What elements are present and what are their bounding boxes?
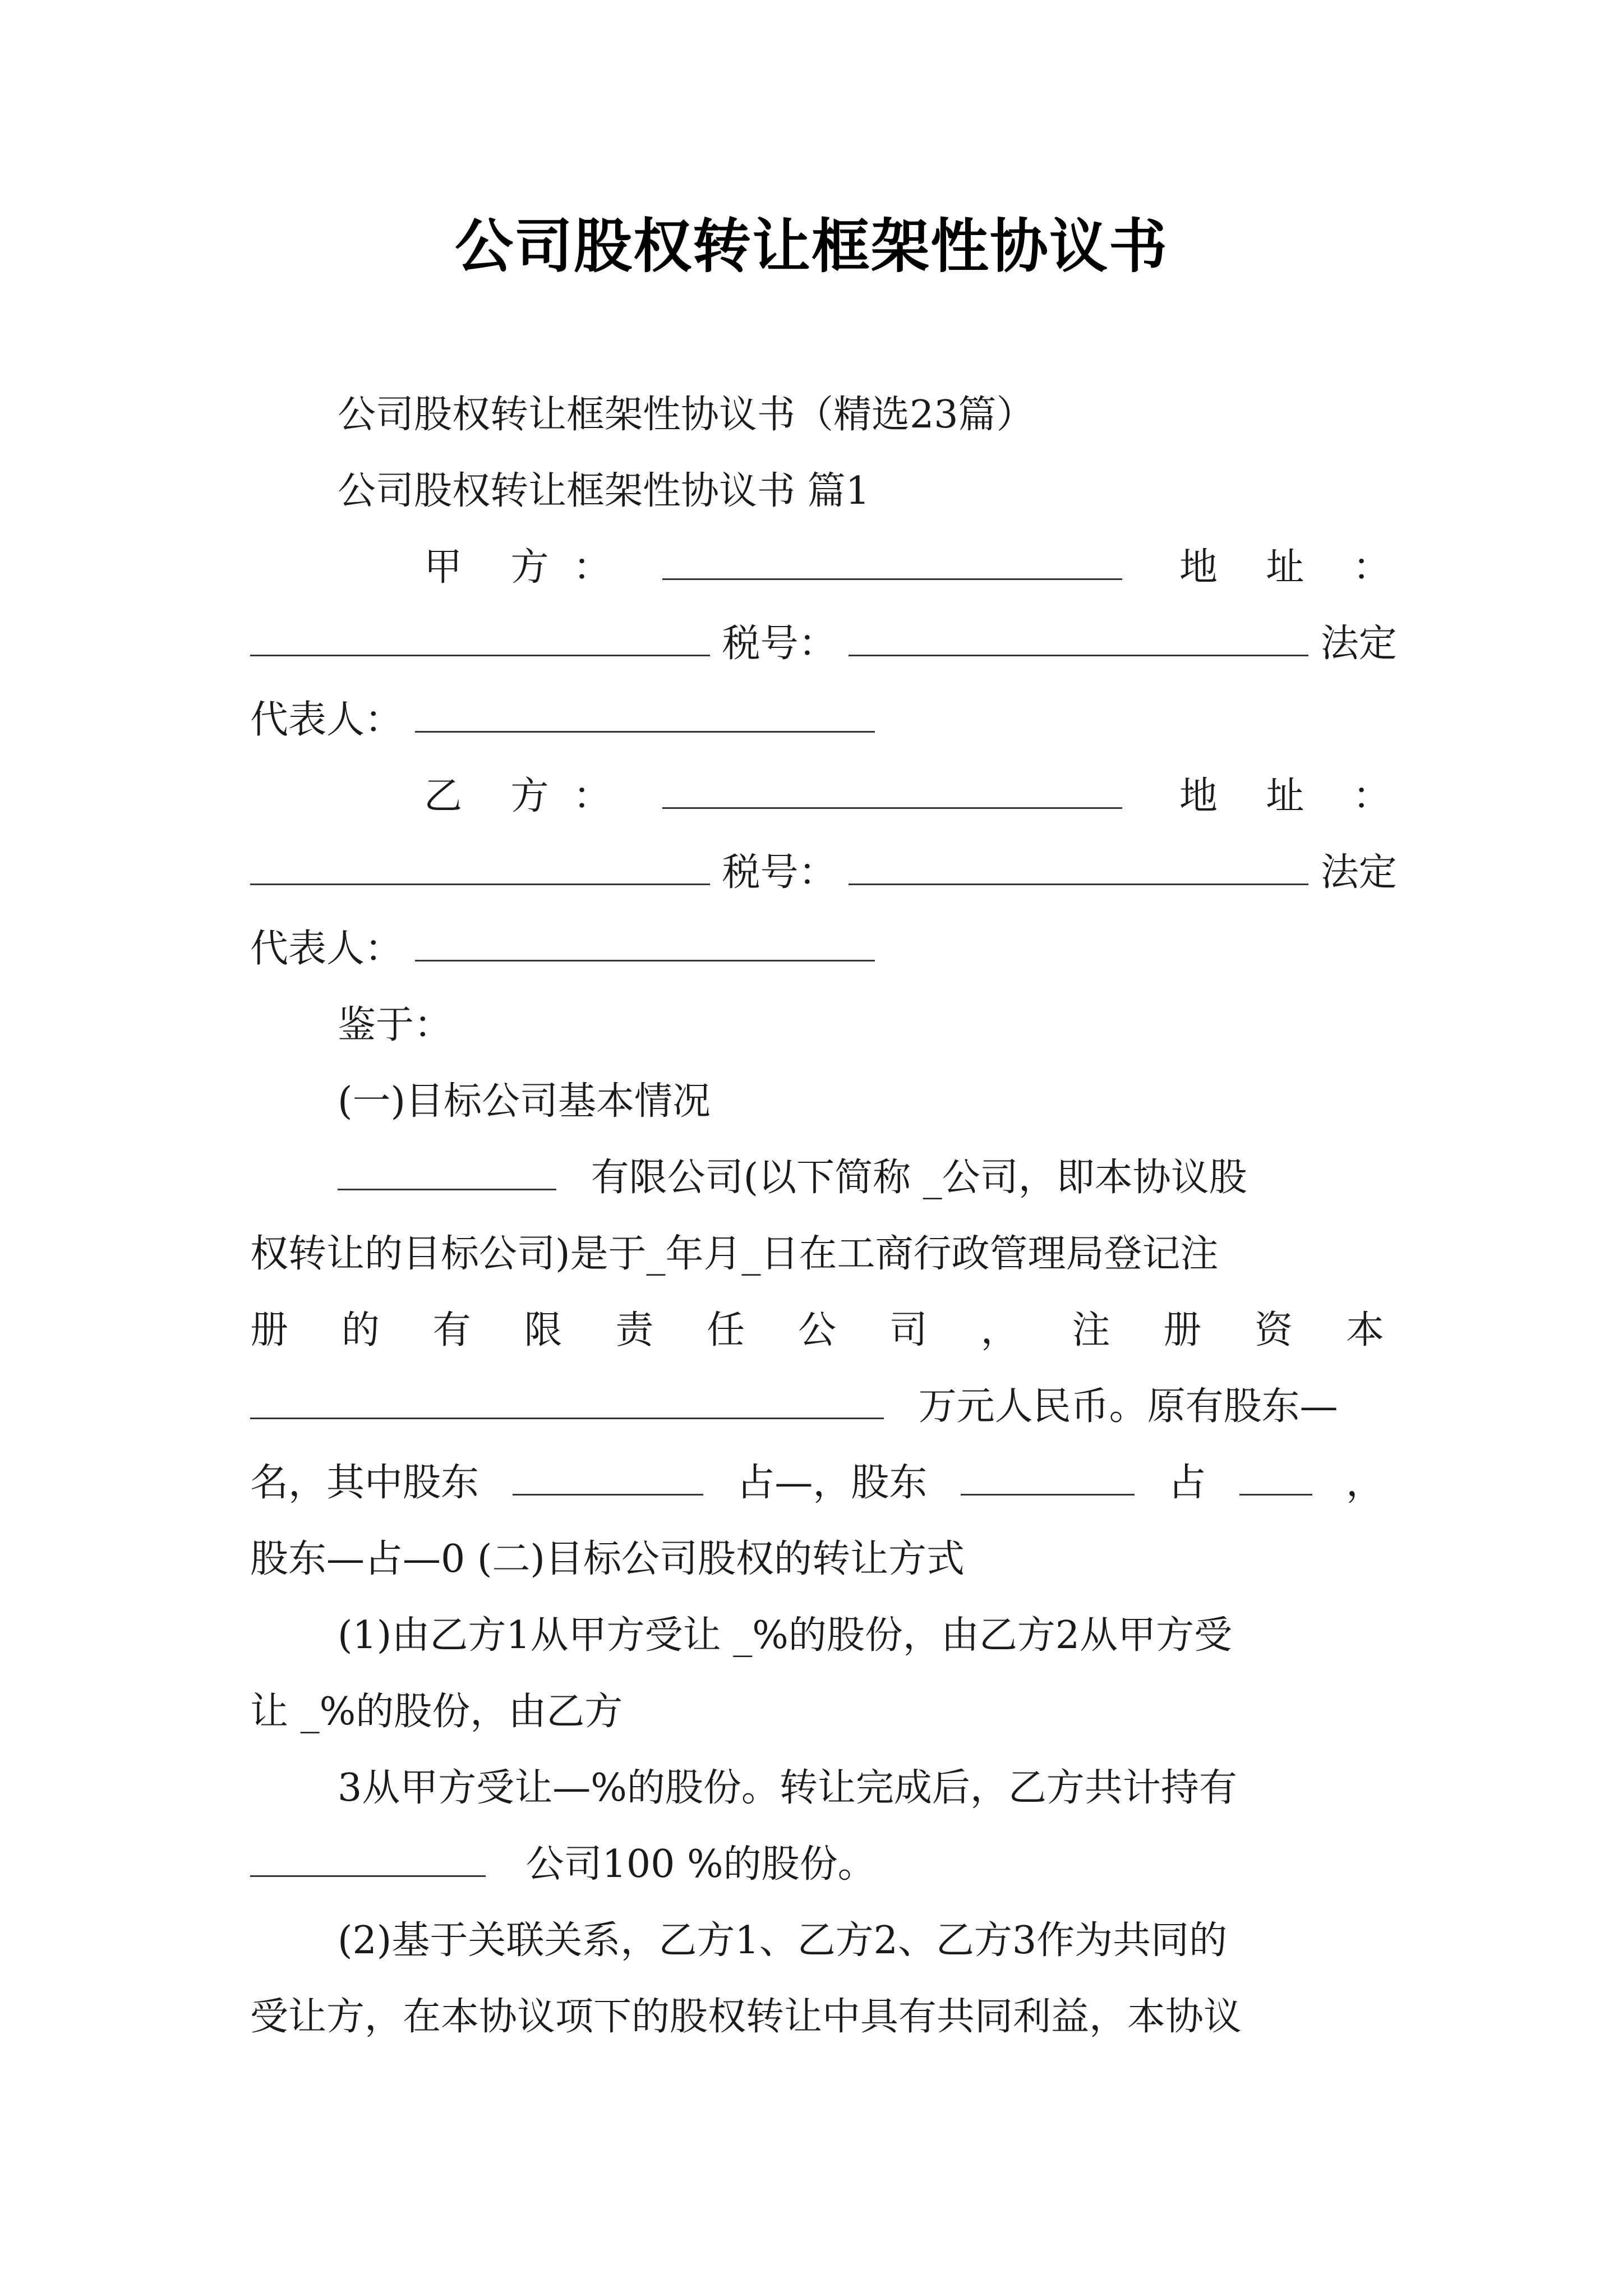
- party-a-address-label: 地 址 ：: [1179, 545, 1391, 590]
- p1-line-5-b: 占—，股东: [736, 1461, 928, 1505]
- p3-line-2: 受让方，在本协议项下的股权转让中具有共同利益，本协议: [250, 1995, 1242, 2039]
- p1-line-5-d: ，: [1345, 1461, 1384, 1505]
- party-b-tax-blank: [849, 849, 1308, 885]
- party-a-rep-row: [250, 693, 1384, 747]
- p1-line-6: 股东—占—0 (二)目标公司股权的转让方式: [250, 1537, 965, 1581]
- party-a-row: [250, 541, 1391, 595]
- party-a-address-blank: [250, 620, 710, 656]
- party-b-tax-row: [250, 846, 1397, 900]
- party-b-address-blank: [250, 849, 710, 885]
- party-a-tax-blank: [849, 620, 1308, 656]
- party-a-tax-row: [250, 617, 1397, 671]
- party-a-label: 甲 方 ：: [424, 545, 611, 590]
- p1-line-3-char: 的: [341, 1308, 380, 1352]
- p1-line-3-char: 册: [1163, 1308, 1202, 1352]
- company-blank-2: [250, 1841, 486, 1877]
- party-b-legal-rep-prefix: 法定: [1320, 850, 1397, 895]
- p2-line-2: 让 _%的股份，由乙方: [250, 1690, 623, 1734]
- party-b-address-label: 地 址 ：: [1179, 774, 1391, 818]
- p1-line-3: [250, 1304, 1384, 1358]
- party-b-legal-rep-blank: [415, 925, 875, 961]
- registered-capital-blank: [250, 1383, 884, 1419]
- p1-line-5-c: 占: [1168, 1461, 1206, 1505]
- section-1-title: (一)目标公司基本情况: [338, 1079, 711, 1124]
- p1-line-2: 权转让的目标公司)是于_年月_日在工商行政管理局登记注: [250, 1232, 1219, 1276]
- party-b-label: 乙 方 ：: [424, 774, 611, 818]
- party-b-legal-rep-label: 代表人：: [250, 927, 403, 971]
- p1-line-3-char: 有: [432, 1308, 471, 1352]
- party-b-rep-row: [250, 922, 1384, 976]
- p1-line-1-text: 有限公司(以下简称 _公司，即本协议股: [591, 1156, 1247, 1200]
- party-a-tax-label: 税号：: [722, 622, 837, 666]
- party-b-row: [250, 770, 1391, 823]
- p1-line-3-char: 司: [889, 1308, 928, 1352]
- p1-line-3-char: 资: [1255, 1308, 1293, 1352]
- p1-line-5: [250, 1456, 1384, 1510]
- p2-line-1: (1)由乙方1从甲方受让 _%的股份，由乙方2从甲方受: [338, 1613, 1233, 1658]
- document-title: 公司股权转让框架性协议书: [454, 212, 1168, 280]
- p2-line-3: 3从甲方受让—%的股份。转让完成后，乙方共计持有: [338, 1766, 1237, 1810]
- whereas-label: 鉴于：: [338, 1003, 453, 1047]
- p1-line-3-char: 责: [615, 1308, 654, 1352]
- p1-line-3-char: 册: [250, 1308, 289, 1352]
- p1-line-1: [250, 1151, 1384, 1205]
- p2-line-4-text: 公司100 %的股份。: [525, 1842, 876, 1887]
- shareholder-1-blank: [513, 1459, 703, 1496]
- p1-line-4: [250, 1380, 1384, 1434]
- p1-line-3-char: 任: [707, 1308, 745, 1352]
- p3-line-1: (2)基于关联关系，乙方1、乙方2、乙方3作为共同的: [338, 1918, 1228, 1963]
- shareholder-2-blank: [961, 1459, 1135, 1496]
- party-a-legal-rep-label: 代表人：: [250, 698, 403, 742]
- share-percent-blank: [1239, 1459, 1312, 1496]
- subtitle: 公司股权转让框架性协议书（精选23篇）: [338, 393, 1035, 437]
- party-a-legal-rep-prefix: 法定: [1320, 622, 1397, 666]
- p1-line-5-a: 名，其中股东: [250, 1461, 479, 1505]
- party-b-tax-label: 税号：: [722, 850, 837, 895]
- p1-line-3-char: ，: [980, 1308, 1019, 1352]
- section-heading: 公司股权转让框架性协议书 篇1: [338, 469, 870, 513]
- p1-line-3-char: 本: [1345, 1308, 1384, 1352]
- party-a-legal-rep-blank: [415, 696, 875, 733]
- p2-line-4: [250, 1838, 1384, 1892]
- p1-line-3-char: 限: [524, 1308, 562, 1352]
- company-name-blank: [338, 1154, 556, 1190]
- p1-line-4-text: 万元人民币。原有股东—: [918, 1384, 1338, 1429]
- p1-line-3-char: 注: [1072, 1308, 1110, 1352]
- p1-line-3-char: 公: [797, 1308, 836, 1352]
- party-b-blank: [662, 772, 1122, 809]
- party-a-blank: [662, 544, 1122, 580]
